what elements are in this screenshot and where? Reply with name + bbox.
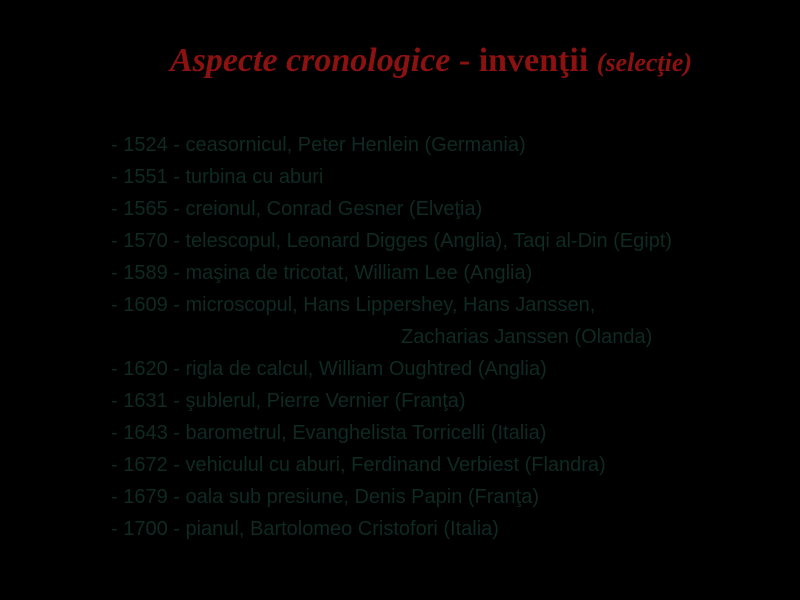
list-item: - 1643 - barometrul, Evanghelista Torricelli (Italia) <box>111 422 547 444</box>
list-item: - 1672 - vehiculul cu aburi, Ferdinand Verbiest (Flandra) <box>111 454 606 476</box>
inventions-list <box>111 129 672 545</box>
list-item: - 1679 - oala sub presiune, Denis Papin (Franţa) <box>111 486 540 508</box>
list-item: - 1589 - maşina de tricotat, William Lee (Anglia) <box>111 262 533 284</box>
title-part-selection: (selecţie) <box>596 48 693 77</box>
list-item: - 1551 - turbina cu aburi <box>111 166 324 188</box>
title-part-inventions: - invenţii <box>450 42 597 79</box>
list-item: - 1570 - telescopul, Leonard Digges (Anglia), Taqi al-Din (Egipt) <box>111 230 673 252</box>
list-item: - 1565 - creionul, Conrad Gesner (Elveţia) <box>111 198 483 220</box>
list-item: - 1700 - pianul, Bartolomeo Cristofori (Italia) <box>111 518 499 540</box>
list-item: - 1609 - microscopul, Hans Lippershey, Hans Janssen, <box>111 294 596 316</box>
list-item: - 1620 - rigla de calcul, William Oughtred (Anglia) <box>111 358 547 380</box>
list-item: - 1524 - ceasornicul, Peter Henlein (Germania) <box>111 134 526 156</box>
list-item-continuation: Zacharias Janssen (Olanda) <box>401 326 653 348</box>
title-part-chronology: Aspecte cronologice <box>169 42 451 79</box>
list-item: - 1631 - şublerul, Pierre Vernier (Franţa) <box>111 390 466 412</box>
slide-title <box>0 38 800 86</box>
